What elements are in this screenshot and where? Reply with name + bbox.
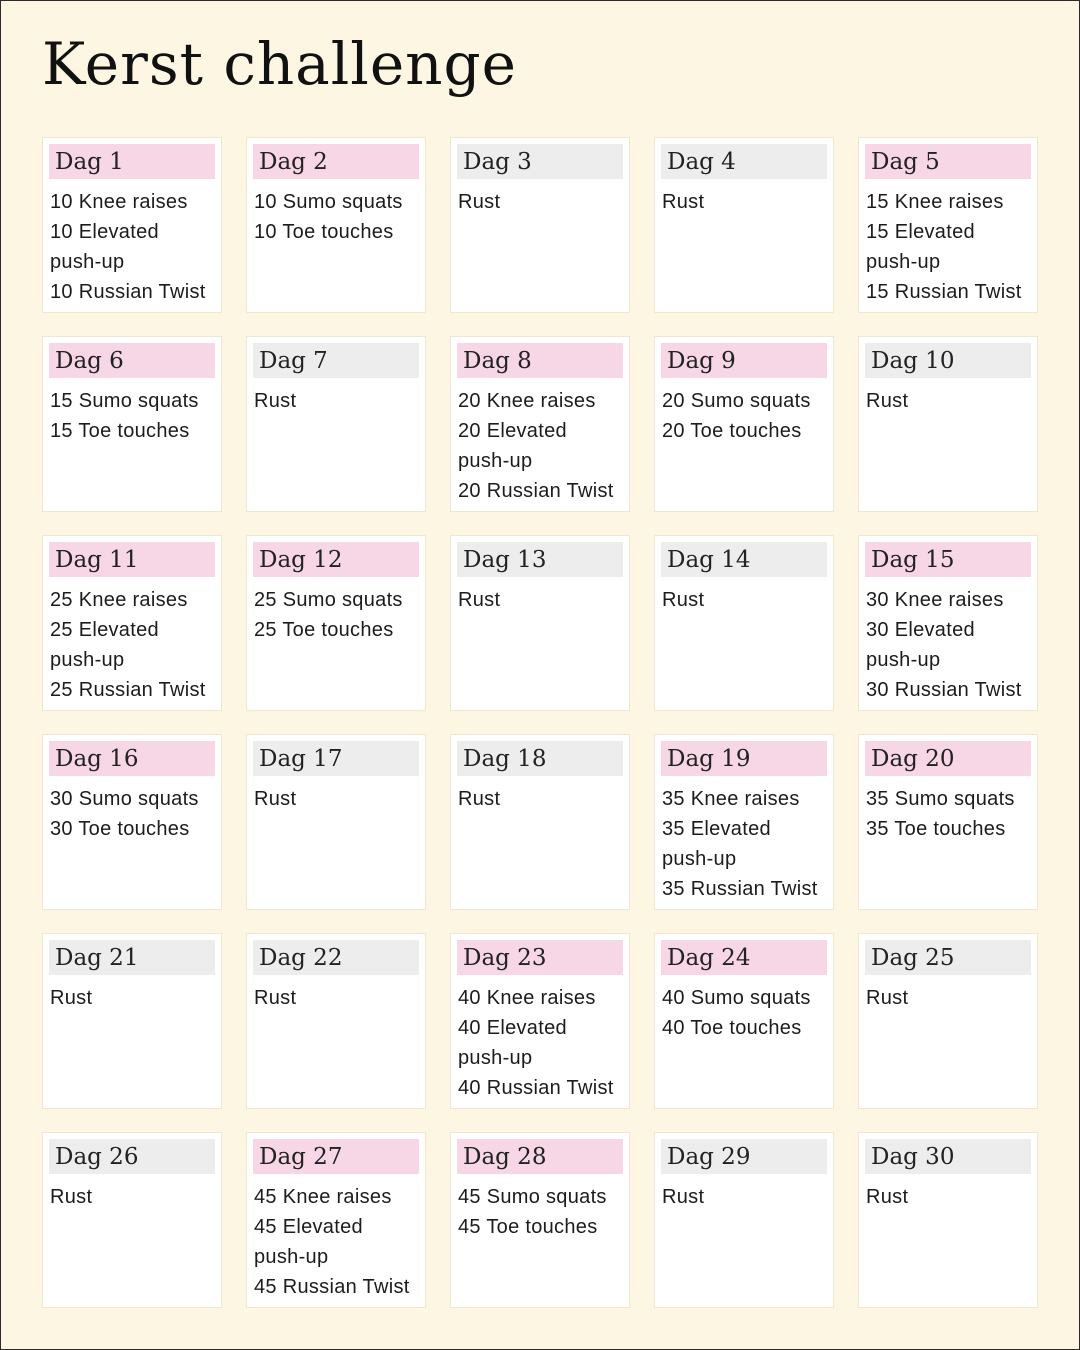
exercise-item: 10 Toe touches	[254, 221, 394, 243]
exercise-item: 15 Sumo squats	[50, 390, 199, 412]
day-card	[246, 137, 426, 313]
day-card	[450, 137, 630, 313]
day-card	[858, 137, 1038, 313]
day-card	[654, 535, 834, 711]
exercise-item: push-up	[458, 1047, 533, 1069]
rest-day-header	[661, 1139, 827, 1174]
exercise-item: 30 Toe touches	[50, 818, 190, 840]
exercise-item: 10 Elevated	[50, 221, 159, 243]
workout-day-header	[49, 343, 215, 378]
day-label: Dag 24	[667, 944, 751, 971]
exercise-list	[457, 585, 623, 615]
day-card	[450, 535, 630, 711]
rest-label: Rust	[254, 390, 297, 412]
rest-day-header	[661, 542, 827, 577]
exercise-item: 30 Sumo squats	[50, 788, 199, 810]
exercise-item: 25 Elevated	[50, 619, 159, 641]
exercise-item: 45 Toe touches	[458, 1216, 598, 1238]
day-card	[42, 734, 222, 910]
rest-label: Rust	[458, 191, 501, 213]
exercise-item: 45 Russian Twist	[254, 1276, 410, 1298]
rest-label: Rust	[50, 987, 93, 1009]
workout-day-header	[253, 542, 419, 577]
exercise-item: 15 Knee raises	[866, 191, 1004, 213]
day-label: Dag 20	[871, 745, 955, 772]
rest-day-header	[457, 741, 623, 776]
rest-day-header	[865, 1139, 1031, 1174]
exercise-item: push-up	[50, 649, 125, 671]
workout-day-header	[457, 940, 623, 975]
exercise-item: 45 Knee raises	[254, 1186, 392, 1208]
day-label: Dag 12	[259, 546, 343, 573]
exercise-item: 45 Elevated	[254, 1216, 363, 1238]
rest-day-header	[661, 144, 827, 179]
page-title: Kerst challenge	[42, 30, 517, 98]
exercise-item: 35 Russian Twist	[662, 878, 818, 900]
day-card	[858, 535, 1038, 711]
exercise-item: 10 Knee raises	[50, 191, 188, 213]
day-label: Dag 5	[871, 148, 940, 175]
rest-label: Rust	[254, 987, 297, 1009]
exercise-item: 25 Russian Twist	[50, 679, 206, 701]
day-card	[450, 336, 630, 512]
exercise-item: 40 Russian Twist	[458, 1077, 614, 1099]
exercise-item: 35 Elevated	[662, 818, 771, 840]
exercise-list	[661, 386, 827, 446]
rest-label: Rust	[866, 1186, 909, 1208]
workout-day-header	[457, 1139, 623, 1174]
day-label: Dag 8	[463, 347, 532, 374]
workout-day-header	[49, 741, 215, 776]
day-label: Dag 27	[259, 1143, 343, 1170]
exercise-list	[661, 1182, 827, 1212]
exercise-list	[865, 983, 1031, 1013]
exercise-item: 35 Knee raises	[662, 788, 800, 810]
exercise-item: 15 Russian Twist	[866, 281, 1022, 303]
exercise-list	[865, 784, 1031, 844]
day-label: Dag 29	[667, 1143, 751, 1170]
day-card	[42, 535, 222, 711]
exercise-list	[661, 585, 827, 615]
workout-day-header	[253, 144, 419, 179]
workout-day-header	[49, 542, 215, 577]
day-label: Dag 9	[667, 347, 736, 374]
rest-label: Rust	[662, 1186, 705, 1208]
day-label: Dag 26	[55, 1143, 139, 1170]
day-card	[246, 535, 426, 711]
exercise-list	[253, 187, 419, 247]
day-label: Dag 13	[463, 546, 547, 573]
exercise-item: 10 Sumo squats	[254, 191, 403, 213]
exercise-item: 20 Elevated	[458, 420, 567, 442]
workout-day-header	[457, 343, 623, 378]
exercise-list	[865, 1182, 1031, 1212]
day-label: Dag 22	[259, 944, 343, 971]
day-card	[246, 933, 426, 1109]
exercise-item: 40 Toe touches	[662, 1017, 802, 1039]
day-card	[42, 137, 222, 313]
day-label: Dag 3	[463, 148, 532, 175]
day-label: Dag 6	[55, 347, 124, 374]
day-label: Dag 16	[55, 745, 139, 772]
rest-label: Rust	[662, 589, 705, 611]
day-label: Dag 23	[463, 944, 547, 971]
exercise-list	[253, 983, 419, 1013]
day-card	[858, 933, 1038, 1109]
day-card	[42, 933, 222, 1109]
exercise-list	[865, 386, 1031, 416]
rest-day-header	[253, 741, 419, 776]
rest-day-header	[457, 144, 623, 179]
day-card	[42, 1132, 222, 1308]
day-label: Dag 2	[259, 148, 328, 175]
exercise-item: push-up	[866, 649, 941, 671]
exercise-list	[661, 983, 827, 1043]
day-card	[450, 1132, 630, 1308]
day-card	[858, 1132, 1038, 1308]
day-card	[654, 1132, 834, 1308]
exercise-item: 15 Toe touches	[50, 420, 190, 442]
exercise-list	[865, 585, 1031, 705]
day-label: Dag 18	[463, 745, 547, 772]
exercise-item: 40 Knee raises	[458, 987, 596, 1009]
day-label: Dag 14	[667, 546, 751, 573]
day-card	[246, 336, 426, 512]
day-card	[654, 137, 834, 313]
day-card	[858, 734, 1038, 910]
exercise-list	[253, 585, 419, 645]
exercise-list	[457, 187, 623, 217]
workout-day-header	[865, 741, 1031, 776]
exercise-list	[49, 784, 215, 844]
rest-label: Rust	[458, 589, 501, 611]
day-card	[654, 336, 834, 512]
day-label: Dag 11	[55, 546, 139, 573]
day-card	[246, 1132, 426, 1308]
exercise-item: push-up	[458, 450, 533, 472]
exercise-item: push-up	[866, 251, 941, 273]
day-label: Dag 25	[871, 944, 955, 971]
exercise-item: push-up	[50, 251, 125, 273]
day-label: Dag 30	[871, 1143, 955, 1170]
exercise-list	[253, 386, 419, 416]
exercise-list	[457, 386, 623, 506]
exercise-item: push-up	[662, 848, 737, 870]
exercise-list	[49, 386, 215, 446]
day-card	[246, 734, 426, 910]
rest-label: Rust	[50, 1186, 93, 1208]
exercise-item: 40 Elevated	[458, 1017, 567, 1039]
day-card	[450, 734, 630, 910]
rest-day-header	[457, 542, 623, 577]
exercise-list	[661, 187, 827, 217]
rest-label: Rust	[866, 987, 909, 1009]
day-label: Dag 1	[55, 148, 124, 175]
workout-day-header	[661, 741, 827, 776]
day-grid	[42, 137, 1038, 1308]
workout-day-header	[661, 940, 827, 975]
rest-day-header	[49, 940, 215, 975]
workout-day-header	[661, 343, 827, 378]
exercise-item: 35 Toe touches	[866, 818, 1006, 840]
exercise-list	[457, 1182, 623, 1242]
exercise-list	[49, 187, 215, 307]
exercise-list	[49, 1182, 215, 1212]
day-card	[654, 734, 834, 910]
rest-day-header	[865, 343, 1031, 378]
exercise-item: 30 Russian Twist	[866, 679, 1022, 701]
exercise-item: 20 Russian Twist	[458, 480, 614, 502]
exercise-item: 30 Knee raises	[866, 589, 1004, 611]
exercise-item: 10 Russian Twist	[50, 281, 206, 303]
workout-day-header	[49, 144, 215, 179]
exercise-list	[253, 1182, 419, 1302]
day-label: Dag 19	[667, 745, 751, 772]
rest-day-header	[253, 343, 419, 378]
exercise-list	[49, 983, 215, 1013]
exercise-item: push-up	[254, 1246, 329, 1268]
rest-label: Rust	[254, 788, 297, 810]
day-card	[654, 933, 834, 1109]
exercise-item: 25 Knee raises	[50, 589, 188, 611]
exercise-item: 25 Sumo squats	[254, 589, 403, 611]
rest-label: Rust	[662, 191, 705, 213]
day-card	[450, 933, 630, 1109]
day-label: Dag 21	[55, 944, 139, 971]
day-label: Dag 17	[259, 745, 343, 772]
exercise-list	[865, 187, 1031, 307]
workout-day-header	[865, 144, 1031, 179]
exercise-item: 45 Sumo squats	[458, 1186, 607, 1208]
exercise-list	[661, 784, 827, 904]
exercise-item: 15 Elevated	[866, 221, 975, 243]
exercise-item: 20 Toe touches	[662, 420, 802, 442]
exercise-item: 30 Elevated	[866, 619, 975, 641]
rest-label: Rust	[458, 788, 501, 810]
rest-day-header	[49, 1139, 215, 1174]
exercise-list	[253, 784, 419, 814]
exercise-item: 20 Knee raises	[458, 390, 596, 412]
workout-day-header	[865, 542, 1031, 577]
rest-day-header	[865, 940, 1031, 975]
day-label: Dag 10	[871, 347, 955, 374]
day-label: Dag 7	[259, 347, 328, 374]
rest-day-header	[253, 940, 419, 975]
day-card	[858, 336, 1038, 512]
exercise-list	[457, 784, 623, 814]
exercise-list	[49, 585, 215, 705]
exercise-item: 25 Toe touches	[254, 619, 394, 641]
day-label: Dag 15	[871, 546, 955, 573]
day-label: Dag 28	[463, 1143, 547, 1170]
day-label: Dag 4	[667, 148, 736, 175]
day-card	[42, 336, 222, 512]
exercise-item: 20 Sumo squats	[662, 390, 811, 412]
exercise-item: 40 Sumo squats	[662, 987, 811, 1009]
rest-label: Rust	[866, 390, 909, 412]
exercise-list	[457, 983, 623, 1103]
exercise-item: 35 Sumo squats	[866, 788, 1015, 810]
workout-day-header	[253, 1139, 419, 1174]
